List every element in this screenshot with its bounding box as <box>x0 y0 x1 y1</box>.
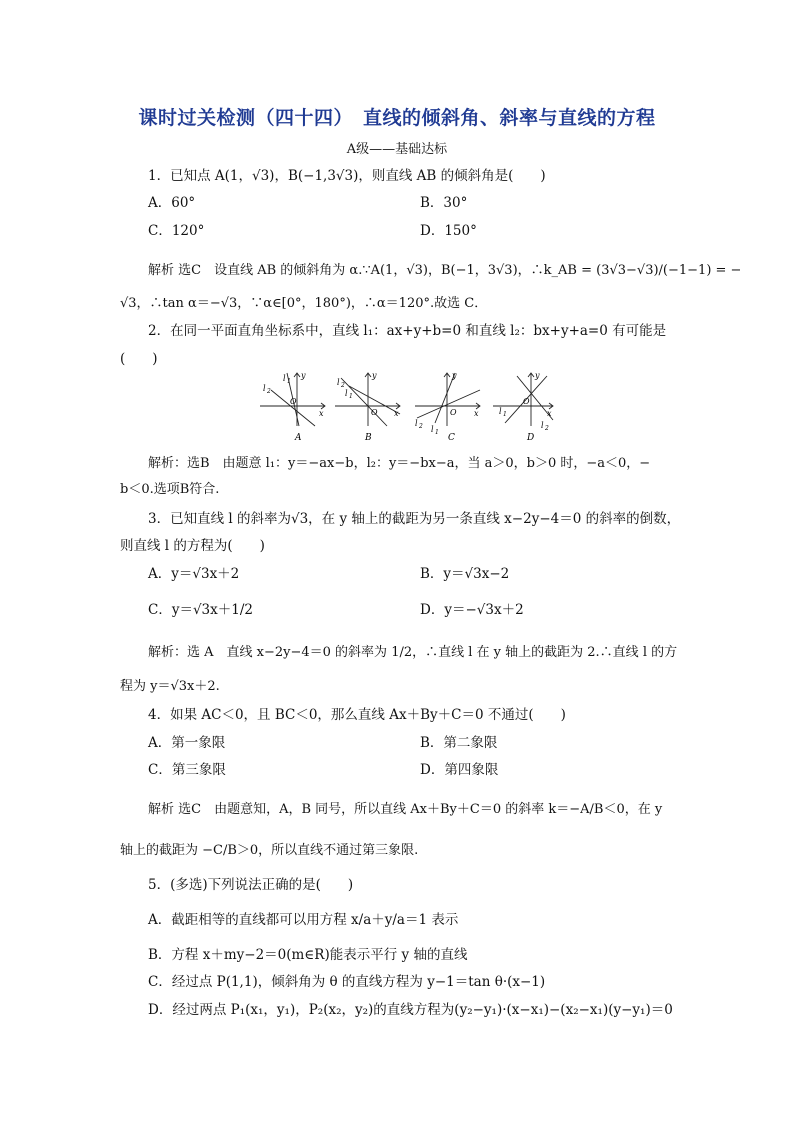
svg-text:1: 1 <box>503 411 507 418</box>
q5-stem: 5．(多选)下列说法正确的是( ) <box>148 877 354 893</box>
q5-option-b: B．方程 x＋my−2＝0(m∈R)能表示平行 y 轴的直线 <box>148 947 468 963</box>
q5-option-a: A．截距相等的直线都可以用方程 x/a＋y/a＝1 表示 <box>148 912 459 928</box>
q5-option-d: D．经过两点 P₁(x₁，y₁)，P₂(x₂，y₂)的直线方程为(y₂−y₁)·(x−x₁)−(x₂−x₁)(y−y₁)＝0 <box>148 1002 673 1018</box>
svg-text:2: 2 <box>419 423 423 430</box>
svg-text:2: 2 <box>545 425 549 432</box>
q2-solution-line2: b＜0.选项B符合. <box>120 482 220 497</box>
q4-solution-line1: 解析 选C 由题意知，A，B 同号，所以直线 Ax＋By＋C＝0 的斜率 k＝−A/B＜0，在 y <box>148 802 663 817</box>
section-subtitle: A级——基础达标 <box>346 142 448 157</box>
figure-c <box>415 373 480 426</box>
svg-text:O: O <box>371 408 378 417</box>
svg-text:l: l <box>431 425 434 434</box>
q2-solution-line1: 解析：选B 由题意 l₁：y＝−ax−b，l₂：y＝−bx−a，当 a＞0，b＞0 时，−a＜0，− <box>148 456 651 471</box>
q2-stem-line2: ( ) <box>120 351 158 367</box>
figure-a-label: A <box>295 433 302 443</box>
svg-text:x: x <box>319 409 324 418</box>
q1-stem: 1．已知点 A(1，√3)，B(−1,3√3)，则直线 AB 的倾斜角是( ) <box>148 168 546 184</box>
svg-text:l: l <box>499 407 502 416</box>
q3-solution-line2: 程为 y＝√3x＋2. <box>120 679 220 694</box>
svg-text:O: O <box>450 408 457 417</box>
q1-solution-line2: √3，∴tan α＝−√3，∵α∈[0°，180°)，∴α＝120°.故选 C． <box>120 296 488 311</box>
q4-solution-line2: 轴上的截距为 −C/B＞0，所以直线不通过第三象限. <box>120 843 419 858</box>
q1-option-a: A．60° <box>148 195 196 211</box>
q4-option-d: D．第四象限 <box>420 762 499 778</box>
svg-text:l: l <box>283 374 286 383</box>
q3-option-b: B．y＝√3x−2 <box>420 566 510 582</box>
q4-option-c: C．第三象限 <box>148 762 226 778</box>
svg-text:1: 1 <box>349 393 353 400</box>
svg-text:O: O <box>290 397 297 406</box>
svg-text:l: l <box>415 419 418 428</box>
q3-option-d: D．y＝−√3x＋2 <box>420 602 524 618</box>
svg-text:y: y <box>372 371 377 380</box>
q3-stem-line1: 3．已知直线 l 的斜率为√3，在 y 轴上的截距为另一条直线 x−2y−4＝0 的斜率的倒数， <box>148 511 681 527</box>
q4-stem: 4．如果 AC＜0，且 BC＜0，那么直线 Ax＋By＋C＝0 不通过( ) <box>148 707 566 723</box>
svg-text:l: l <box>263 384 266 393</box>
svg-text:x: x <box>394 409 399 418</box>
q1-option-c: C．120° <box>148 223 205 239</box>
q1-solution-line1: 解析 选C 设直线 AB 的倾斜角为 α.∵A(1，√3)，B(−1，3√3)，∴k_AB = (3√3−√3)/(−1−1) = − <box>148 263 742 278</box>
figure-b <box>335 373 400 426</box>
q2-figures <box>255 368 555 446</box>
svg-text:l: l <box>541 421 544 430</box>
q4-option-a: A．第一象限 <box>148 735 226 751</box>
svg-text:y: y <box>301 371 306 380</box>
svg-text:x: x <box>547 409 552 418</box>
svg-text:1: 1 <box>287 378 291 385</box>
q2-stem-line1: 2．在同一平面直角坐标系中，直线 l₁：ax+y+b=0 和直线 l₂：bx+y+a=0 有可能是 <box>148 323 667 339</box>
page-title: 课时过关检测（四十四） 直线的倾斜角、斜率与直线的方程 <box>138 107 656 129</box>
svg-text:O: O <box>523 397 530 406</box>
figure-d-label: D <box>527 433 535 443</box>
figure-c-label: C <box>448 433 455 443</box>
q4-option-b: B．第二象限 <box>420 735 498 751</box>
q3-solution-line1: 解析：选 A 直线 x−2y−4＝0 的斜率为 1/2，∴直线 l 在 y 轴上的截距为 2.∴直线 l 的方 <box>148 645 678 660</box>
svg-text:y: y <box>452 371 457 380</box>
svg-text:y: y <box>535 371 540 380</box>
q3-option-c: C．y＝√3x＋1/2 <box>148 602 253 618</box>
q5-option-c: C．经过点 P(1,1)，倾斜角为 θ 的直线方程为 y−1＝tan θ·(x−1) <box>148 974 546 990</box>
svg-text:2: 2 <box>341 382 345 389</box>
q1-option-b: B．30° <box>420 195 468 211</box>
svg-text:1: 1 <box>435 429 439 436</box>
q3-option-a: A．y＝√3x＋2 <box>148 566 240 582</box>
svg-text:l: l <box>345 389 348 398</box>
q3-stem-line2: 则直线 l 的方程为( ) <box>120 538 265 554</box>
figure-b-label: B <box>365 433 372 443</box>
svg-text:l: l <box>337 378 340 387</box>
svg-text:x: x <box>474 409 479 418</box>
q1-option-d: D．150° <box>420 223 477 239</box>
svg-text:2: 2 <box>267 388 271 395</box>
